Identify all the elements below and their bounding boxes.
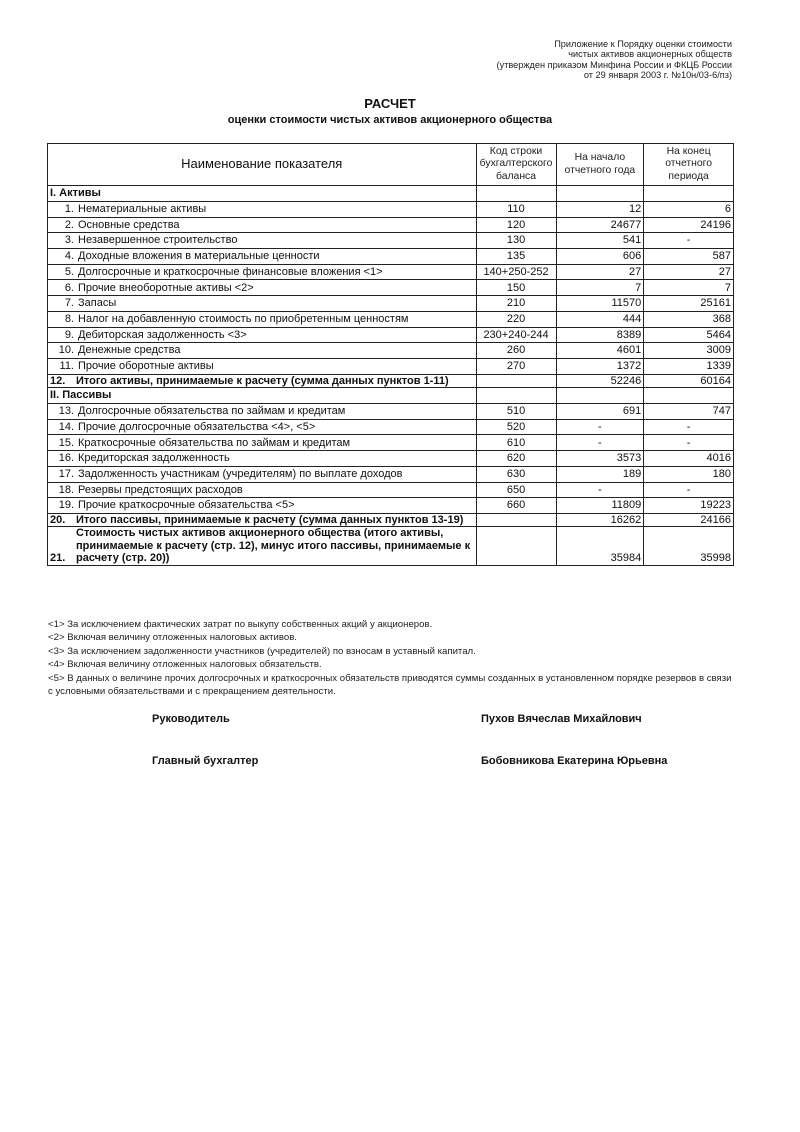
row-number: 3. xyxy=(64,234,74,247)
row-name: Прочие внеоборотные активы <2> xyxy=(78,281,254,294)
row-start: 7 xyxy=(556,280,644,296)
row-number: 12. xyxy=(50,374,66,387)
table-row xyxy=(48,264,734,280)
net-assets-row xyxy=(48,527,734,566)
total-liabilities-row xyxy=(48,513,734,527)
row-start: - xyxy=(556,435,644,451)
head-label: Руководитель xyxy=(152,713,230,725)
row-code xyxy=(476,527,556,566)
row-start: 11809 xyxy=(556,498,644,514)
row-number: 14. xyxy=(58,420,74,433)
row-end: 60164 xyxy=(644,374,734,388)
row-end: 25161 xyxy=(644,296,734,312)
table-row xyxy=(48,482,734,498)
row-number: 5. xyxy=(64,265,74,278)
row-code: 130 xyxy=(476,233,556,249)
row-end: 1339 xyxy=(644,358,734,374)
footnote: <3> За исключением задолженности участников (учредителей) по взносам в уставный капитал. xyxy=(48,645,476,657)
footnotes xyxy=(48,618,738,698)
row-start: 4601 xyxy=(556,343,644,359)
row-start: 8389 xyxy=(556,327,644,343)
row-code xyxy=(476,513,556,527)
row-end: 6 xyxy=(644,202,734,218)
table-row xyxy=(48,296,734,312)
accountant-label: Главный бухгалтер xyxy=(152,755,259,767)
table-row xyxy=(48,249,734,265)
row-end: 180 xyxy=(644,466,734,482)
row-name: Прочие долгосрочные обязательства <4>, <5> xyxy=(78,420,316,433)
row-code: 150 xyxy=(476,280,556,296)
row-start: 189 xyxy=(556,466,644,482)
footnote: <4> Включая величину отложенных налоговых обязательств. xyxy=(48,659,322,671)
table-row xyxy=(48,217,734,233)
row-number: 18. xyxy=(58,483,74,496)
row-end: 4016 xyxy=(644,451,734,467)
row-code: 230+240-244 xyxy=(476,327,556,343)
row-code: 650 xyxy=(476,482,556,498)
row-code: 210 xyxy=(476,296,556,312)
row-end: 5464 xyxy=(644,327,734,343)
row-number: 11. xyxy=(59,359,74,372)
head-name: Пухов Вячеслав Михайлович xyxy=(481,713,642,725)
row-start: 12 xyxy=(556,202,644,218)
net-assets-table xyxy=(47,143,734,566)
section-liabilities-row xyxy=(48,388,734,404)
footnote: <1> За исключением фактических затрат по выкупу собственных акций у акционеров. xyxy=(48,619,433,630)
section-liabilities-label: II. Пассивы xyxy=(48,388,477,404)
row-name: Долгосрочные и краткосрочные финансовые вложения <1> xyxy=(78,265,383,278)
table-row xyxy=(48,343,734,359)
row-number: 20. xyxy=(50,513,66,526)
row-name: Денежные средства xyxy=(78,344,181,357)
row-number: 21. xyxy=(50,552,66,565)
row-number: 13. xyxy=(58,405,74,418)
row-number: 4. xyxy=(64,250,74,263)
row-code: 510 xyxy=(476,404,556,420)
row-name: Прочие оборотные активы xyxy=(78,359,214,372)
document-title: РАСЧЕТ xyxy=(364,96,416,111)
row-end: 747 xyxy=(644,404,734,420)
row-end: 24166 xyxy=(644,513,734,527)
row-name: Резервы предстоящих расходов xyxy=(78,483,243,496)
row-name: Налог на добавленную стоимость по приобретенным ценностям xyxy=(78,312,409,325)
row-start: 444 xyxy=(556,311,644,327)
row-end: - xyxy=(644,435,734,451)
header-name: Наименование показателя xyxy=(48,144,477,186)
row-code: 120 xyxy=(476,217,556,233)
total-assets-row xyxy=(48,374,734,388)
header-end: На конец отчетного периода xyxy=(644,144,734,186)
row-end: 27 xyxy=(644,264,734,280)
row-end: 35998 xyxy=(644,527,734,566)
row-code: 220 xyxy=(476,311,556,327)
row-name: Прочие краткосрочные обязательства <5> xyxy=(78,499,295,512)
row-number: 1. xyxy=(64,203,74,216)
row-end: 7 xyxy=(644,280,734,296)
row-start: - xyxy=(556,419,644,435)
row-start: 52246 xyxy=(556,374,644,388)
row-start: 541 xyxy=(556,233,644,249)
row-end: 587 xyxy=(644,249,734,265)
row-number: 17. xyxy=(58,467,74,480)
row-end: 24196 xyxy=(644,217,734,233)
row-code: 660 xyxy=(476,498,556,514)
row-code: 135 xyxy=(476,249,556,265)
row-end: - xyxy=(644,233,734,249)
appendix-line: от 29 января 2003 г. №10н/03-6/пз) xyxy=(583,70,732,81)
table-row xyxy=(48,202,734,218)
row-code: 260 xyxy=(476,343,556,359)
row-name: Стоимость чистых активов акционерного общества (итого активы, принимаемые к расчету (стр. 12), минус итого пассивы, принимаемые к расчету (стр. 20)) xyxy=(76,527,471,565)
table-row xyxy=(48,358,734,374)
appendix-line: Приложение к Порядку оценки стоимости xyxy=(554,39,732,49)
row-code: 520 xyxy=(476,419,556,435)
row-name: Долгосрочные обязательства по займам и кредитам xyxy=(78,405,346,418)
row-number: 16. xyxy=(58,452,74,465)
row-end: - xyxy=(644,482,734,498)
row-name: Кредиторская задолженность xyxy=(78,452,230,465)
header-start: На начало отчетного года xyxy=(556,144,644,186)
header-code: Код строки бухгалтерского баланса xyxy=(476,144,556,186)
row-number: 10. xyxy=(58,344,74,357)
row-number: 2. xyxy=(64,218,74,231)
table-row xyxy=(48,435,734,451)
row-number: 19. xyxy=(58,499,74,512)
row-code: 110 xyxy=(476,202,556,218)
row-end: 19223 xyxy=(644,498,734,514)
row-start: 1372 xyxy=(556,358,644,374)
table-row xyxy=(48,327,734,343)
appendix-line: чистых активов акционерных обществ xyxy=(568,49,732,60)
row-end: 3009 xyxy=(644,343,734,359)
table-header-row xyxy=(48,144,734,186)
assets-rows xyxy=(48,202,734,375)
row-name: Основные средства xyxy=(78,218,180,231)
row-number: 7. xyxy=(64,297,74,310)
row-start: 11570 xyxy=(556,296,644,312)
row-name: Задолженность участникам (учредителям) по выплате доходов xyxy=(78,467,403,480)
row-start: 24677 xyxy=(556,217,644,233)
footnote: <5> В данных о величине прочих долгосрочных и краткосрочных обязательств приводятся суммы созданных в установленном порядке резервов в связи с условными обязательствами и с прекращением деятельности. xyxy=(48,672,732,698)
table-row xyxy=(48,233,734,249)
row-name: Краткосрочные обязательства по займам и кредитам xyxy=(78,436,351,449)
section-assets-label: I. Активы xyxy=(48,186,477,202)
row-end: - xyxy=(644,419,734,435)
table-row xyxy=(48,419,734,435)
row-start: 16262 xyxy=(556,513,644,527)
row-code: 630 xyxy=(476,466,556,482)
row-number: 8. xyxy=(64,312,74,325)
row-number: 6. xyxy=(64,281,74,294)
row-name: Запасы xyxy=(78,297,117,310)
appendix-line: (утвержден приказом Минфина России и ФКЦБ России xyxy=(496,59,732,70)
footnote: <2> Включая величину отложенных налоговых активов. xyxy=(48,632,297,644)
document-subtitle: оценки стоимости чистых активов акционерного общества xyxy=(227,114,553,126)
table-row xyxy=(48,466,734,482)
row-start: 691 xyxy=(556,404,644,420)
row-start: 3573 xyxy=(556,451,644,467)
appendix-note xyxy=(497,39,732,81)
row-start: 606 xyxy=(556,249,644,265)
row-start: - xyxy=(556,482,644,498)
row-code: 270 xyxy=(476,358,556,374)
section-assets-row xyxy=(48,186,734,202)
table-row xyxy=(48,311,734,327)
row-name: Незавершенное строительство xyxy=(78,234,238,247)
row-end: 368 xyxy=(644,311,734,327)
liabilities-rows xyxy=(48,404,734,514)
row-name: Нематериальные активы xyxy=(78,203,207,216)
row-name: Доходные вложения в материальные ценности xyxy=(78,250,320,263)
row-start: 27 xyxy=(556,264,644,280)
row-code: 140+250-252 xyxy=(476,264,556,280)
row-code: 610 xyxy=(476,435,556,451)
table-row xyxy=(48,280,734,296)
row-number: 15. xyxy=(58,436,74,449)
row-name: Дебиторская задолженность <3> xyxy=(78,328,247,341)
accountant-name: Бобовникова Екатерина Юрьевна xyxy=(481,755,668,767)
table-row xyxy=(48,498,734,514)
row-name: Итого пассивы, принимаемые к расчету (сумма данных пунктов 13-19) xyxy=(76,513,464,526)
table-row xyxy=(48,404,734,420)
row-code xyxy=(476,374,556,388)
row-number: 9. xyxy=(64,328,74,341)
table-row xyxy=(48,451,734,467)
row-start: 35984 xyxy=(556,527,644,566)
row-code: 620 xyxy=(476,451,556,467)
row-name: Итого активы, принимаемые к расчету (сумма данных пунктов 1-11) xyxy=(76,374,449,387)
